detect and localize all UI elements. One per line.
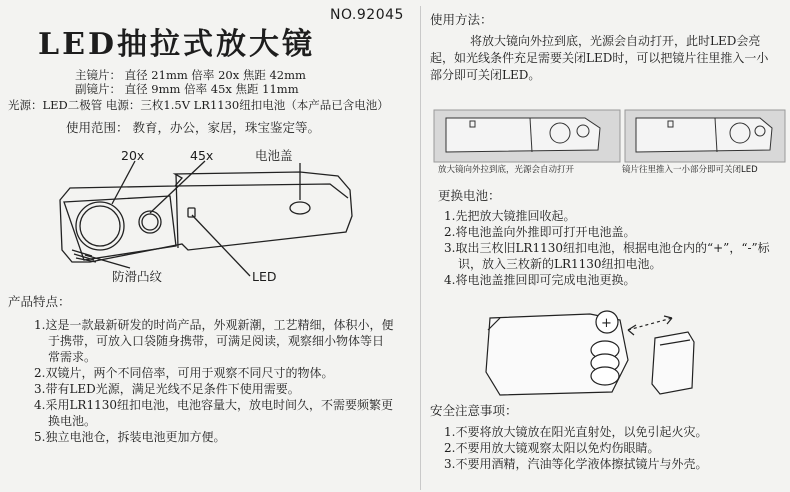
caption-pull-out: 放大镜向外拉到底，光源会自动打开	[438, 165, 575, 175]
power-info: 光源：LED二极管 电源：三枚1.5V LR1130纽扣电池（本产品已含电池）	[8, 98, 389, 112]
list-item: 2.将电池盖向外推即可打开电池盖。	[444, 225, 636, 239]
list-item: 1.不要将放大镜放在阳光直射处，以免引起火灾。	[444, 425, 708, 439]
page-title: LED抽拉式放大镜	[38, 27, 315, 62]
usage-body: 将放大镜向外拉到底，光源会自动打开，此时LED会亮起，如光线条件充足需要关闭LED时，可以把镜片往里推入一小部分即可关闭LED。	[430, 34, 769, 82]
safety-list	[444, 424, 784, 472]
list-item: 2.双镜片，两个不同倍率，可用于观察不同尺寸的物体。	[34, 366, 334, 380]
list-item: 4.将电池盖推回即可完成电池更换。	[444, 273, 636, 287]
list-item: 1.先把放大镜推回收起。	[444, 209, 576, 223]
spec-aux-lens: 副镜片： 直径 9mm 倍率 45x 焦距 11mm	[75, 82, 299, 96]
caption-push-in: 镜片往里推入一小部分即可关闭LED	[622, 165, 758, 175]
usage-title: 使用方法：	[430, 12, 493, 27]
label-battery-cover: 电池盖	[255, 148, 293, 163]
label-grip: 防滑凸纹	[112, 269, 163, 284]
svg-text:+: +	[601, 316, 612, 331]
features-title: 产品特点：	[8, 294, 71, 309]
label-45x: 45x	[190, 148, 214, 163]
safety-title: 安全注意事项：	[430, 403, 518, 418]
list-item: 1.这是一款最新研发的时尚产品，外观新潮，工艺精细，体积小，便于携带，可放入口袋随身携带，可满足阅读，观察细小物体等日常需求。	[34, 318, 394, 364]
label-led: LED	[252, 269, 277, 284]
model-number: NO.92045	[330, 7, 404, 23]
label-20x: 20x	[121, 148, 145, 163]
list-item: 3.带有LED光源，满足光线不足条件下使用需要。	[34, 382, 300, 396]
list-item: 4.采用LR1130纽扣电池，电池容量大，放电时间久，不需要频繁更换电池。	[34, 398, 393, 428]
spec-main-lens: 主镜片： 直径 21mm 倍率 20x 焦距 42mm	[75, 68, 306, 82]
list-item: 5.独立电池仓，拆装电池更加方便。	[34, 430, 226, 444]
usage-scope: 使用范围： 教育，办公，家居，珠宝鉴定等。	[66, 120, 320, 135]
list-item: 3.不要用酒精，汽油等化学液体擦拭镜片与外壳。	[444, 457, 708, 471]
list-item: 3.取出三枚旧LR1130纽扣电池，根据电池仓内的“+”，“-”标识，放入三枚新的LR1130纽扣电池。	[444, 241, 770, 271]
battery-title: 更换电池：	[438, 188, 501, 203]
list-item: 2.不要用放大镜观察太阳以免灼伤眼睛。	[444, 441, 660, 455]
